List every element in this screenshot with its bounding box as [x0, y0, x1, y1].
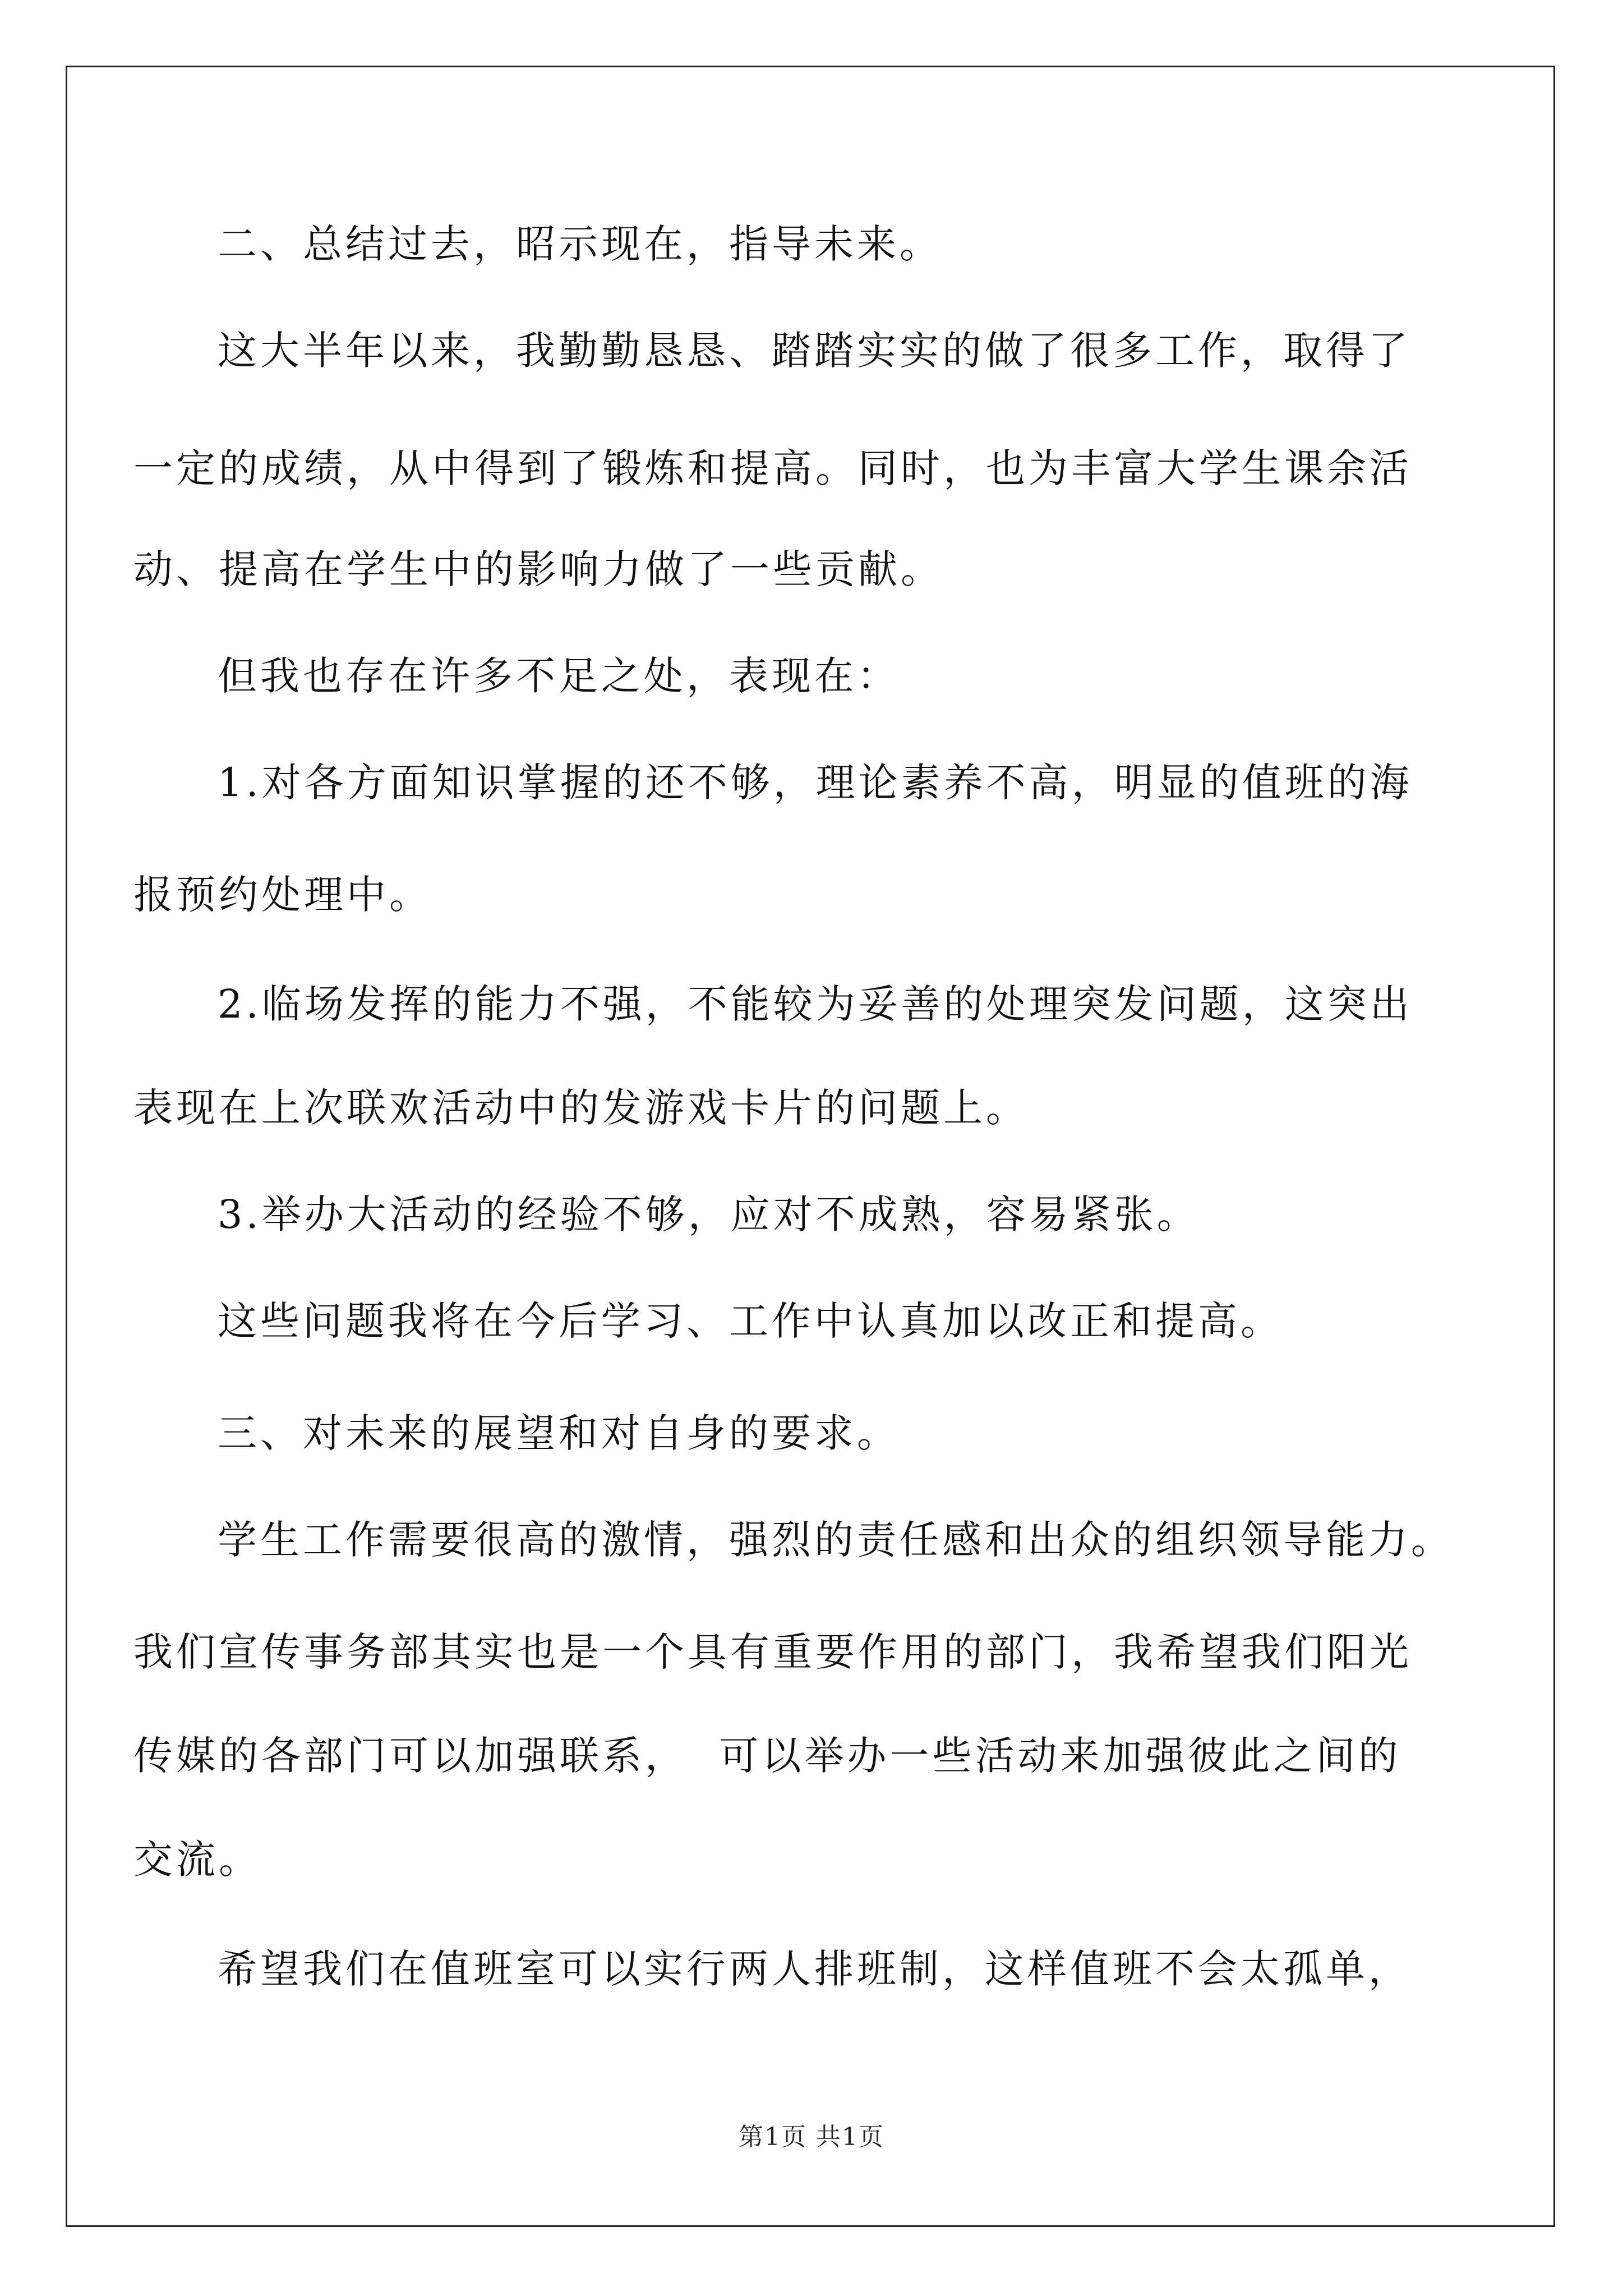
paragraph-line: 2.临场发挥的能力不强，不能较为妥善的处理突发问题，这突出 — [218, 981, 1413, 1027]
paragraph-line: 一定的成绩，从中得到了锻炼和提高。同时，也为丰富大学生课余活 — [133, 445, 1412, 491]
paragraph-line: 但我也存在许多不足之处，表现在： — [218, 653, 900, 699]
page-number: 第1页 共1页 — [739, 2123, 884, 2151]
paragraph-line: 这些问题我将在今后学习、工作中认真加以改正和提高。 — [218, 1298, 1283, 1344]
paragraph-line: 交流。 — [133, 1837, 261, 1883]
paragraph-line: 希望我们在值班室可以实行两人排班制，这样值班不会太孤单， — [218, 1946, 1411, 1992]
paragraph-line: 动、提高在学生中的影响力做了一些贡献。 — [133, 546, 943, 592]
paragraph-line: 传媒的各部门可以加强联系， 可以举办一些活动来加强彼此之间的 — [133, 1733, 1401, 1779]
paragraph-line: 二、总结过去，昭示现在，指导未来。 — [218, 221, 942, 267]
paragraph-line: 报预约处理中。 — [133, 872, 432, 918]
paragraph-line: 我们宣传事务部其实也是一个具有重要作用的部门，我希望我们阳光 — [133, 1629, 1412, 1675]
paragraph-line: 这大半年以来，我勤勤恳恳、踏踏实实的做了很多工作，取得了 — [218, 328, 1411, 374]
paragraph-line: 学生工作需要很高的激情，强烈的责任感和出众的组织领导能力。 — [218, 1517, 1454, 1563]
paragraph-line: 表现在上次联欢活动中的发游戏卡片的问题上。 — [133, 1085, 1029, 1131]
paragraph-line: 3.举办大活动的经验不够，应对不成熟，容易紧张。 — [218, 1191, 1200, 1237]
paragraph-line: 1.对各方面知识掌握的还不够，理论素养不高，明显的值班的海 — [218, 760, 1413, 806]
page-border — [66, 66, 1555, 2227]
paragraph-line: 三、对未来的展望和对自身的要求。 — [218, 1410, 900, 1456]
